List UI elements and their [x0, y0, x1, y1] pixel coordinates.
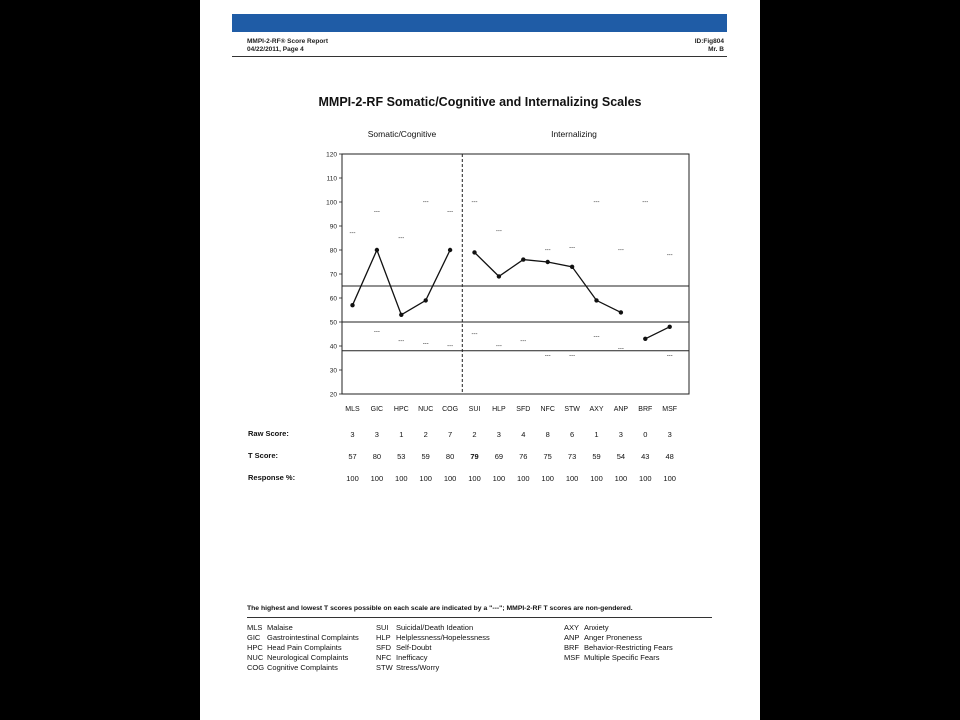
score-cell-anp: 54 — [616, 452, 626, 461]
score-cell-sfd: 76 — [519, 452, 528, 461]
score-cell-brf: 0 — [643, 430, 648, 439]
score-cell-msf: 100 — [663, 474, 676, 483]
max-possible-marker-nfc: --- — [544, 247, 551, 254]
legend-item-gic — [247, 633, 359, 643]
legend-abbr: AXY — [564, 623, 580, 632]
data-point-gic — [375, 248, 379, 252]
data-point-stw — [570, 265, 574, 269]
min-possible-marker-msf: --- — [666, 353, 673, 360]
y-tick-label-20: 20 — [329, 391, 337, 399]
y-tick-label-40: 40 — [329, 343, 337, 351]
x-tick-label-anp: ANP — [613, 406, 629, 413]
score-cell-sui: 2 — [472, 430, 477, 439]
min-possible-marker-cog: --- — [447, 343, 454, 350]
legend-abbr: SFD — [376, 643, 391, 652]
y-tick-label-80: 80 — [329, 247, 337, 255]
score-cell-axy: 100 — [590, 474, 603, 483]
score-cell-mls: 3 — [350, 430, 355, 439]
data-point-cog — [448, 248, 452, 252]
data-point-sfd — [521, 257, 525, 261]
score-cell-sui: 79 — [470, 452, 479, 461]
x-tick-label-cog: COG — [442, 406, 459, 413]
legend-abbr: HLP — [376, 633, 391, 642]
data-point-axy — [594, 298, 598, 302]
x-tick-label-mls: MLS — [345, 406, 360, 413]
legend-item-anp — [564, 633, 642, 643]
score-cell-anp: 3 — [618, 430, 623, 439]
legend-desc: Neurological Complaints — [267, 653, 349, 662]
legend-desc: Malaise — [267, 623, 293, 632]
legend-desc: Inefficacy — [396, 653, 428, 662]
report-page — [200, 0, 760, 720]
legend-desc: Suicidal/Death Ideation — [396, 623, 474, 632]
max-possible-marker-brf: --- — [642, 199, 649, 206]
max-possible-marker-gic: --- — [373, 209, 380, 216]
score-cell-nuc: 100 — [419, 474, 432, 483]
data-point-brf — [643, 337, 647, 341]
profile-chart — [200, 0, 760, 420]
legend-item-hlp — [376, 633, 490, 643]
score-cell-hpc: 1 — [399, 430, 404, 439]
score-cell-axy: 1 — [594, 430, 599, 439]
score-row-label: T Score: — [248, 451, 279, 460]
max-possible-marker-cog: --- — [447, 209, 454, 216]
score-cell-hpc: 53 — [397, 452, 406, 461]
score-cell-hpc: 100 — [395, 474, 408, 483]
chart-title: MMPI-2-RF Somatic/Cognitive and Internalizing Scales — [318, 95, 642, 109]
score-cell-cog: 80 — [445, 452, 455, 461]
legend-item-cog — [247, 663, 338, 673]
data-point-mls — [350, 303, 354, 307]
x-tick-label-brf: BRF — [638, 406, 653, 413]
legend-desc: Stress/Worry — [396, 663, 440, 672]
max-possible-marker-nuc: --- — [422, 199, 429, 206]
min-possible-marker-nuc: --- — [422, 341, 429, 348]
profile-line-segment-2 — [645, 327, 669, 339]
legend-desc: Behavior-Restricting Fears — [584, 643, 673, 652]
legend-desc: Helplessness/Hopelessness — [396, 633, 490, 642]
score-row-label: Response %: — [248, 473, 296, 482]
report-title: MMPI-2-RF® Score Report — [247, 38, 328, 45]
legend-desc: Multiple Specific Fears — [584, 653, 660, 662]
score-row-label: Raw Score: — [248, 429, 289, 438]
x-tick-label-stw: STW — [564, 406, 580, 413]
min-possible-marker-hlp: --- — [495, 343, 502, 350]
score-cell-cog: 100 — [443, 474, 457, 483]
max-possible-marker-stw: --- — [569, 245, 576, 252]
x-tick-label-sui: SUI — [468, 406, 481, 413]
legend-desc: Head Pain Complaints — [267, 643, 342, 652]
legend-abbr: STW — [376, 663, 393, 672]
legend-desc: Self-Doubt — [396, 643, 432, 652]
legend-abbr: BRF — [564, 643, 579, 652]
x-tick-label-nuc: NUC — [418, 406, 434, 413]
data-point-hlp — [497, 274, 501, 278]
max-possible-marker-sui: --- — [471, 199, 478, 206]
legend-abbr: ANP — [564, 633, 580, 642]
score-cell-axy: 59 — [592, 452, 601, 461]
y-tick-label-100: 100 — [326, 199, 337, 207]
data-point-sui — [472, 250, 476, 254]
legend-item-sfd — [376, 643, 431, 653]
max-possible-marker-hlp: --- — [495, 228, 502, 235]
x-tick-label-axy: AXY — [589, 406, 604, 413]
legend-item-nfc — [376, 653, 428, 663]
profile-line-segment-0 — [353, 250, 451, 315]
y-tick-label-70: 70 — [329, 271, 337, 279]
score-cell-gic: 80 — [372, 452, 382, 461]
score-cell-nuc: 2 — [423, 430, 428, 439]
score-cell-stw: 73 — [567, 452, 577, 461]
x-tick-label-gic: GIC — [370, 406, 384, 413]
data-point-nfc — [546, 260, 550, 264]
score-cell-cog: 7 — [448, 430, 453, 439]
score-cell-nfc: 75 — [543, 452, 552, 461]
min-possible-marker-nfc: --- — [544, 353, 551, 360]
legend-item-hpc — [247, 643, 342, 653]
x-tick-label-nfc: NFC — [540, 406, 555, 413]
plot-frame — [342, 154, 689, 394]
score-cell-brf: 43 — [641, 452, 650, 461]
data-point-nuc — [424, 298, 428, 302]
score-cell-msf: 3 — [667, 430, 672, 439]
score-cell-msf: 48 — [665, 452, 674, 461]
x-tick-label-msf: MSF — [662, 406, 678, 413]
score-cell-mls: 57 — [348, 452, 357, 461]
legend-abbr: NFC — [376, 653, 392, 662]
legend-desc: Anger Proneness — [584, 633, 642, 642]
min-possible-marker-sui: --- — [471, 331, 478, 338]
data-point-anp — [619, 310, 623, 314]
section-label-somatic: Somatic/Cognitive — [367, 129, 437, 139]
score-cell-hlp: 3 — [496, 430, 501, 439]
data-point-hpc — [399, 313, 403, 317]
legend-item-brf — [564, 643, 673, 653]
footnote-divider — [247, 617, 712, 618]
min-possible-marker-gic: --- — [373, 329, 380, 336]
max-possible-marker-axy: --- — [593, 199, 600, 206]
score-cell-brf: 100 — [639, 474, 652, 483]
data-point-msf — [668, 325, 672, 329]
score-cell-gic: 3 — [374, 430, 379, 439]
max-possible-marker-mls: --- — [349, 230, 356, 237]
y-tick-label-50: 50 — [329, 319, 337, 327]
score-cell-nuc: 59 — [421, 452, 430, 461]
score-cell-sfd: 4 — [521, 430, 526, 439]
legend-abbr: MLS — [247, 623, 263, 632]
legend-abbr: SUI — [376, 623, 389, 632]
legend-item-mls — [247, 623, 293, 633]
max-possible-marker-anp: --- — [617, 247, 624, 254]
y-tick-label-120: 120 — [326, 151, 337, 159]
score-cell-hlp: 100 — [492, 474, 506, 483]
score-cell-nfc: 8 — [545, 430, 550, 439]
legend-abbr: NUC — [247, 653, 264, 662]
client-name: Mr. B — [708, 46, 724, 53]
legend-item-axy — [564, 623, 609, 633]
y-tick-label-110: 110 — [326, 175, 337, 183]
score-cell-sui: 100 — [468, 474, 481, 483]
x-tick-label-hpc: HPC — [393, 406, 409, 413]
score-cell-sfd: 100 — [517, 474, 530, 483]
legend-desc: Gastrointestinal Complaints — [267, 633, 359, 642]
legend-item-msf — [564, 653, 659, 663]
score-cell-gic: 100 — [370, 474, 384, 483]
min-possible-marker-stw: --- — [569, 353, 576, 360]
legend-abbr: COG — [247, 663, 265, 672]
legend-abbr: MSF — [564, 653, 580, 662]
max-possible-marker-hpc: --- — [398, 235, 405, 242]
score-cell-hlp: 69 — [494, 452, 504, 461]
min-possible-marker-hpc: --- — [398, 338, 405, 345]
y-tick-label-60: 60 — [329, 295, 337, 303]
legend-item-stw — [376, 663, 439, 673]
max-possible-marker-msf: --- — [666, 252, 673, 259]
legend-desc: Anxiety — [584, 623, 609, 632]
legend-item-nuc — [247, 653, 348, 663]
y-tick-label-30: 30 — [329, 367, 337, 375]
footnote: The highest and lowest T scores possible on each scale are indicated by a "---"; MMPI-2-RF T scores are non-gendered. — [247, 605, 633, 612]
x-tick-label-hlp: HLP — [492, 406, 506, 413]
legend-abbr: GIC — [247, 633, 261, 642]
score-cell-nfc: 100 — [541, 474, 554, 483]
legend-abbr: HPC — [247, 643, 263, 652]
section-label-internalizing: Internalizing — [551, 129, 597, 139]
score-cell-anp: 100 — [614, 474, 628, 483]
legend-desc: Cognitive Complaints — [267, 663, 338, 672]
score-cell-mls: 100 — [346, 474, 359, 483]
y-tick-label-90: 90 — [329, 223, 337, 231]
min-possible-marker-sfd: --- — [520, 338, 527, 345]
min-possible-marker-axy: --- — [593, 333, 600, 340]
min-possible-marker-anp: --- — [617, 345, 624, 352]
score-cell-stw: 100 — [565, 474, 579, 483]
x-tick-label-sfd: SFD — [516, 406, 531, 413]
legend-item-sui — [376, 623, 473, 633]
score-cell-stw: 6 — [570, 430, 575, 439]
report-date-page: 04/22/2011, Page 4 — [247, 46, 304, 53]
report-id: ID:Fig804 — [694, 38, 724, 45]
